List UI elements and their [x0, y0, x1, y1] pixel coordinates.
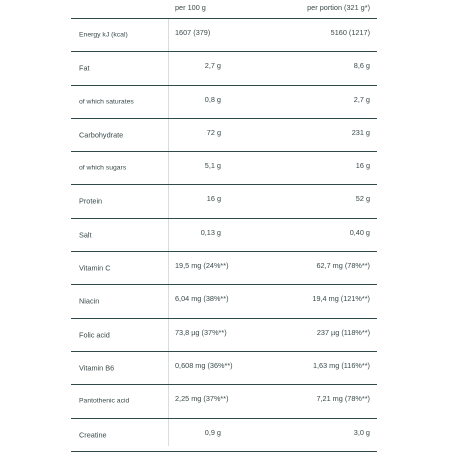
portion-value: 2,7 g — [353, 94, 370, 104]
row-label: Salt — [79, 230, 92, 240]
row-label: Folic acid — [79, 330, 110, 340]
portion-value: 0,40 g — [349, 227, 370, 237]
per100-value: 1607 (379) — [175, 28, 211, 37]
table-row — [71, 152, 377, 185]
row-label: Vitamin C — [79, 263, 111, 273]
row-label: Carbohydrate — [79, 130, 124, 140]
portion-value: 5160 (1217) — [330, 28, 370, 37]
table-row — [71, 185, 377, 218]
per100-value: 73,8 µg (37%**) — [175, 327, 227, 337]
table-row — [71, 119, 377, 152]
per100-value: 6,04 mg (38%**) — [175, 294, 229, 304]
per100-value: 0,8 g — [204, 94, 221, 104]
portion-value: 52 g — [355, 194, 370, 204]
per100-value: 0,13 g — [200, 227, 221, 237]
header-per-portion: per portion (321 g*) — [307, 3, 370, 12]
table-row — [71, 319, 377, 352]
row-label: of which sugars — [79, 164, 127, 172]
table-header — [71, 0, 377, 19]
portion-value: 16 g — [355, 161, 370, 171]
table-row — [71, 219, 377, 252]
nutrition-table — [71, 0, 377, 452]
table-row — [71, 86, 377, 119]
row-label: of which saturates — [79, 98, 134, 106]
portion-value: 237 µg (118%**) — [316, 327, 370, 337]
portion-value: 8,6 g — [353, 61, 370, 71]
table-row — [71, 419, 377, 452]
portion-value: 3,0 g — [353, 427, 370, 437]
per100-value: 0,608 mg (36%**) — [175, 360, 233, 370]
table-row — [71, 385, 377, 418]
per100-value: 16 g — [206, 194, 221, 204]
header-per-100g: per 100 g — [175, 3, 206, 12]
table-row — [71, 352, 377, 385]
row-label: Niacin — [79, 296, 100, 306]
portion-value: 19,4 mg (121%**) — [312, 294, 370, 304]
per100-value: 72 g — [206, 127, 221, 137]
per100-value: 2,25 mg (37%**) — [175, 394, 229, 404]
per100-value: 5,1 g — [204, 161, 221, 171]
row-label: Creatine — [79, 430, 107, 440]
portion-value: 231 g — [351, 127, 370, 137]
row-label: Fat — [79, 63, 90, 73]
table-row — [71, 252, 377, 285]
portion-value: 62,7 mg (78%**) — [316, 261, 370, 271]
portion-value: 1,63 mg (116%**) — [312, 360, 370, 370]
table-row — [71, 19, 377, 52]
per100-value: 0,9 g — [204, 427, 221, 437]
row-label: Pantothenic acid — [79, 397, 130, 405]
row-label: Protein — [79, 196, 103, 206]
table-row — [71, 285, 377, 318]
row-label: Energy kJ (kcal) — [79, 31, 128, 39]
table-row — [71, 52, 377, 85]
portion-value: 7,21 mg (78%**) — [316, 394, 370, 404]
per100-value: 19,5 mg (24%**) — [175, 261, 229, 271]
row-label: Vitamin B6 — [79, 363, 115, 373]
per100-value: 2,7 g — [204, 61, 221, 71]
